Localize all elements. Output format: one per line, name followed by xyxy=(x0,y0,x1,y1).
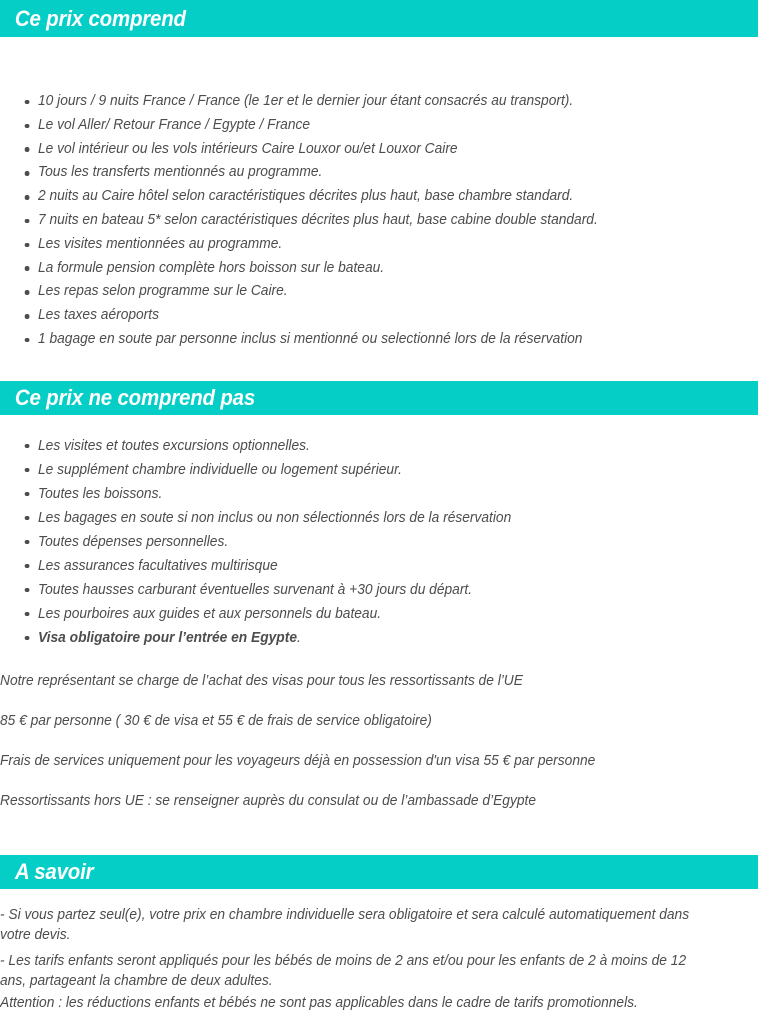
section-body-asavoir xyxy=(0,889,758,1013)
section-title-asavoir: A savoir xyxy=(14,858,94,884)
list-item xyxy=(0,161,720,185)
list-item xyxy=(0,602,720,626)
list-item xyxy=(0,280,720,304)
section-header-excluded xyxy=(0,381,758,415)
list-item-text: Les assurances facultatives multirisque xyxy=(38,557,278,574)
list-item xyxy=(0,209,720,233)
visa-note-line: 85 € par personne ( 30 € de visa et 55 € de frais de service obligatoire) xyxy=(0,712,432,729)
list-item-text: 10 jours / 9 nuits France / France (le 1er et le dernier jour étant consacrés au transport). xyxy=(38,93,574,109)
list-item-text: Les taxes aéroports xyxy=(38,307,159,324)
list-item xyxy=(0,578,720,602)
list-item-text: Toutes hausses carburant éventuelles survenant à +30 jours du départ. xyxy=(38,581,473,598)
list-item-text: 7 nuits en bateau 5* selon caractéristiques décrites plus haut, base cabine double standard. xyxy=(38,211,598,228)
list-item-text: Le supplément chambre individuelle ou logement supérieur. xyxy=(38,461,402,478)
section-body-included xyxy=(0,37,758,352)
list-item-text: La formule pension complète hors boisson sur le bateau. xyxy=(38,259,385,276)
included-list xyxy=(0,37,758,352)
list-item xyxy=(0,114,720,138)
section-header-asavoir xyxy=(0,855,758,889)
list-item-text: Les visites mentionnées au programme. xyxy=(38,235,283,252)
list-item xyxy=(0,257,720,281)
list-item xyxy=(0,482,720,506)
asavoir-paragraph: - Les tarifs enfants seront appliqués pour les bébés de moins de 2 ans et/ou pour les enfants de 2 à moins de 12 ans, partageant la chambre de deux adultes. xyxy=(0,952,687,989)
list-item xyxy=(0,506,720,530)
list-item-text: Les repas selon programme sur le Caire. xyxy=(38,283,288,300)
list-item-text: Les visites et toutes excursions optionnelles. xyxy=(38,437,310,454)
list-item-text: Toutes dépenses personnelles. xyxy=(38,533,229,550)
list-item xyxy=(0,138,720,162)
list-item-text: Le vol Aller/ Retour France / Egypte / France xyxy=(38,116,311,133)
section-title-excluded: Ce prix ne comprend pas xyxy=(14,384,256,410)
section-body-excluded xyxy=(0,415,758,831)
list-item xyxy=(0,458,720,482)
list-item xyxy=(0,328,720,352)
list-item-text-tail: . xyxy=(296,629,301,646)
list-item xyxy=(0,185,720,209)
list-item-text: Les pourboires aux guides et aux personnels du bateau. xyxy=(38,605,382,622)
list-item-text: 2 nuits au Caire hôtel selon caractéristiques décrites plus haut, base chambre standard. xyxy=(38,188,574,205)
visa-notes xyxy=(0,650,758,831)
list-item xyxy=(0,554,720,578)
visa-note-line: Notre représentant se charge de l’achat des visas pour tous les ressortissants de l’UE xyxy=(0,672,523,689)
visa-note-line: Ressortissants hors UE : se renseigner auprès du consulat ou de l’ambassade d’Egypte xyxy=(0,792,536,809)
list-item-text: 1 bagage en soute par personne inclus si mentionné ou selectionné lors de la réservation xyxy=(38,330,583,347)
list-item-text: Les bagages en soute si non inclus ou non sélectionnés lors de la réservation xyxy=(38,509,512,526)
list-item-visa xyxy=(0,626,720,650)
section-header-included xyxy=(0,0,758,37)
excluded-list xyxy=(0,415,758,650)
list-item-text: Le vol intérieur ou les vols intérieurs Caire Louxor ou/et Louxor Caire xyxy=(38,140,458,157)
list-item xyxy=(0,90,720,114)
list-item-text: Tous les transferts mentionnés au programme. xyxy=(38,164,323,181)
list-item xyxy=(0,233,720,257)
list-item xyxy=(0,434,720,458)
asavoir-paragraph: - Si vous partez seul(e), votre prix en chambre individuelle sera obligatoire et sera calculé automatiquement dans votre devis. xyxy=(0,906,690,943)
list-item-text: Visa obligatoire pour l’entrée en Egypte xyxy=(38,629,297,646)
asavoir-paragraph: Attention : les réductions enfants et bébés ne sont pas applicables dans le cadre de tarifs promotionnels. xyxy=(0,994,638,1011)
list-item xyxy=(0,530,720,554)
visa-note-line: Frais de services uniquement pour les voyageurs déjà en possession d'un visa 55 € par personne xyxy=(0,752,596,769)
list-item-text: Toutes les boissons. xyxy=(38,485,163,502)
list-item xyxy=(0,304,720,328)
section-title-included: Ce prix comprend xyxy=(14,5,186,31)
